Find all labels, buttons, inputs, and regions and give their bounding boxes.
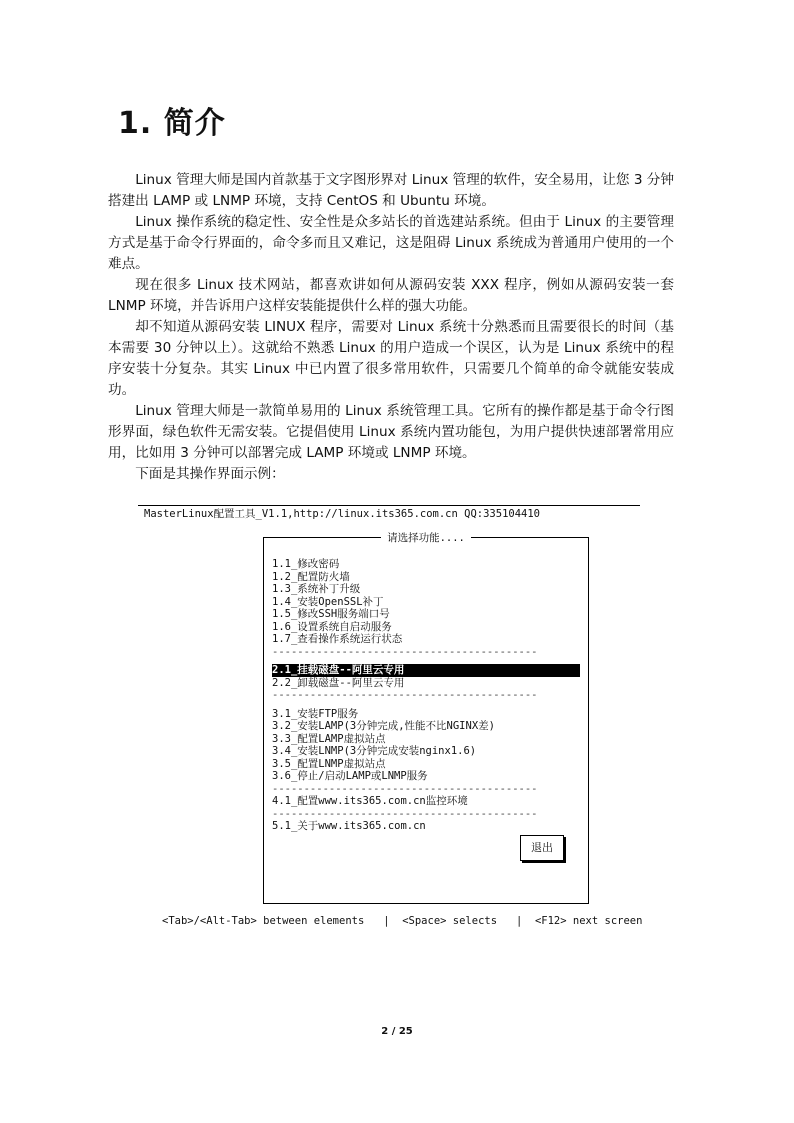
menu-dialog: [263, 532, 589, 904]
menu-separator: ------------------------------------------: [272, 782, 538, 795]
menu-item[interactable]: 1.3_系统补丁升级: [272, 583, 361, 595]
menu-title: [264, 530, 588, 545]
terminal-screenshot: [138, 505, 643, 935]
menu-item[interactable]: 1.2_配置防火墙: [272, 570, 350, 583]
menu-item[interactable]: 2.2_卸载磁盘--阿里云专用: [272, 676, 405, 689]
menu-separator: ------------------------------------------: [272, 645, 538, 658]
menu-item[interactable]: 3.2_安装LAMP(3分钟完成,性能不比NGINX差): [272, 720, 495, 732]
section-heading: 1. 简介: [118, 106, 226, 141]
menu-item[interactable]: 3.3_配置LAMP虚拟站点: [272, 732, 386, 745]
menu-item[interactable]: 1.1_修改密码: [272, 558, 340, 570]
menu-item[interactable]: 1.4_安装OpenSSL补丁: [272, 595, 384, 608]
menu-title-text: 请选择功能....: [381, 532, 471, 544]
menu-item[interactable]: 3.1_安装FTP服务: [272, 707, 359, 720]
menu-item[interactable]: 3.6_停止/启动LAMP或LNMP服务: [272, 770, 428, 782]
menu-item[interactable]: 3.4_安装LNMP(3分钟完成安装nginx1.6): [272, 745, 477, 757]
paragraph-1: Linux 管理大师是国内首款基于文字图形界对 Linux 管理的软件，安全易用，让您 3 分钟搭建出 LAMP 或 LNMP 环境，支持 CentOS 和 Ubuntu 环境。: [108, 172, 674, 209]
menu-item[interactable]: 3.5_配置LNMP虚拟站点: [272, 757, 386, 770]
menu-separator: ------------------------------------------: [272, 807, 538, 820]
keyboard-hints: <Tab>/<Alt-Tab> between elements | <Space> selects | <F12> next screen: [162, 915, 643, 927]
page-number: 2 / 25: [381, 1026, 413, 1037]
paragraph-2: Linux 操作系统的稳定性、安全性是众多站长的首选建站系统。但由于 Linux 的主要管理方式是基于命令行界面的，命令多而且又难记，这是阻碍 Linux 系统成为普通用户使用的一个难点。: [108, 214, 674, 272]
menu-item[interactable]: 1.7_查看操作系统运行状态: [272, 633, 403, 645]
paragraph-6: 下面是其操作界面示例：: [135, 466, 285, 482]
exit-button[interactable]: 退出: [520, 835, 564, 861]
terminal-title-bar: MasterLinux配置工具_V1.1,http://linux.its365.com.cn QQ:335104410: [138, 505, 640, 522]
paragraph-5: Linux 管理大师是一款简单易用的 Linux 系统管理工具。它所有的操作都是基于命令行图形界面，绿色软件无需安装。它提倡使用 Linux 系统内置功能包，为用户提供快速部署常用应用，比如用 3 分钟可以部署完成 LAMP 环境或 LNMP 环境。: [108, 403, 674, 461]
menu-item[interactable]: 1.5_修改SSH服务端口号: [272, 608, 390, 620]
paragraph-4: 却不知道从源码安装 LINUX 程序，需要对 Linux 系统十分熟悉而且需要很长的时间（基本需要 30 分钟以上）。这就给不熟悉 Linux 的用户造成一个误区，认为是 Linux 系统中的程序安装十分复杂。其实 Linux 中已内置了很多常用软件，只需要几个简单的命令就能安装成功。: [108, 319, 674, 398]
menu-item[interactable]: 5.1_关于www.its365.com.cn: [272, 820, 426, 832]
menu-item[interactable]: 4.1_配置www.its365.com.cn监控环境: [272, 795, 468, 807]
menu-separator: ------------------------------------------: [272, 689, 538, 701]
menu-item-selected[interactable]: 2.1_挂载磁盘--阿里云专用: [272, 664, 580, 677]
menu-item[interactable]: 1.6_设置系统自启动服务: [272, 620, 392, 633]
menu-list: [272, 558, 580, 833]
intro-text: [108, 170, 674, 485]
paragraph-3: 现在很多 Linux 技术网站，都喜欢讲如何从源码安装 XXX 程序，例如从源码安装一套 LNMP 环境，并告诉用户这样安装能提供什么样的强大功能。: [108, 277, 674, 314]
